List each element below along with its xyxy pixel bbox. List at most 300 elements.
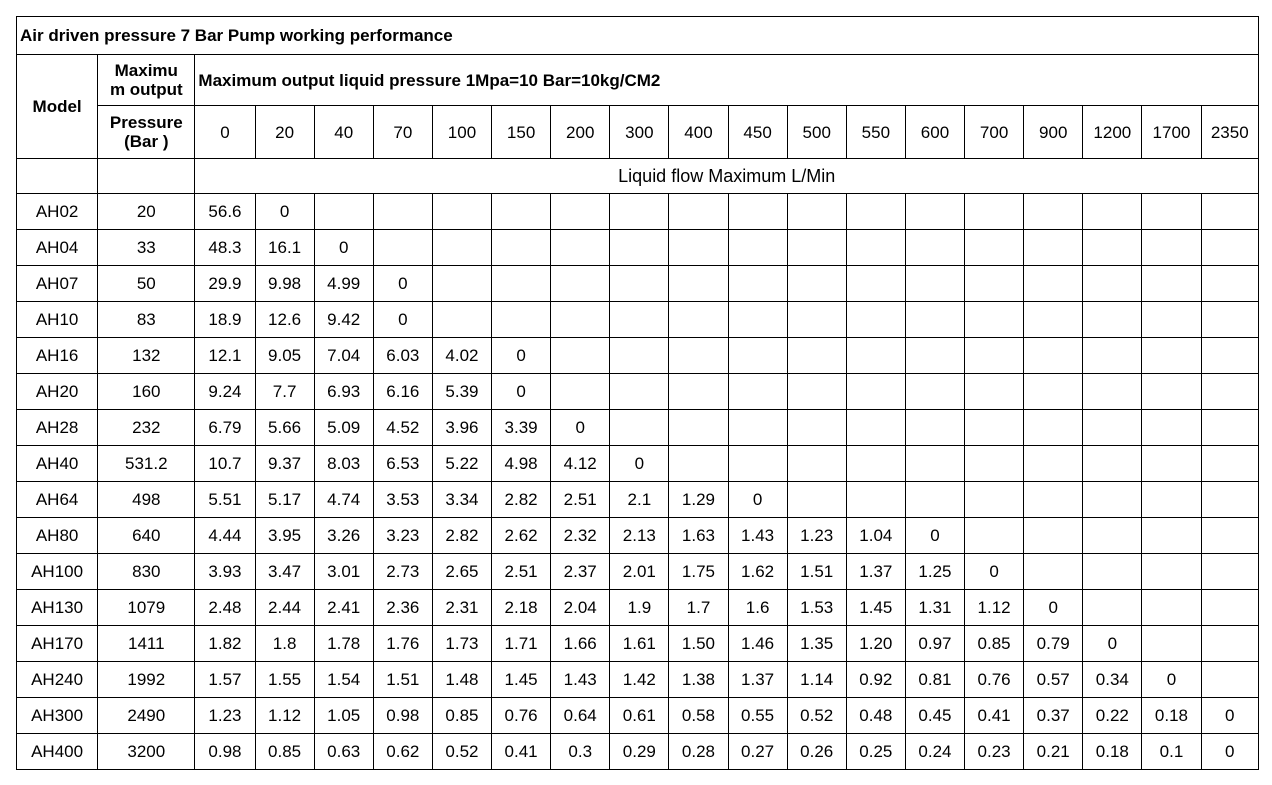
flow-cell	[1142, 554, 1201, 590]
model-cell: AH100	[17, 554, 98, 590]
flow-cell	[1142, 266, 1201, 302]
flow-cell	[846, 302, 905, 338]
flow-cell	[1142, 626, 1201, 662]
flow-cell: 0	[728, 482, 787, 518]
flow-cell: 2.36	[373, 590, 432, 626]
flow-cell: 0.18	[1142, 698, 1201, 734]
flow-cell	[669, 266, 728, 302]
flow-cell	[728, 266, 787, 302]
flow-cell: 3.23	[373, 518, 432, 554]
flow-cell	[1024, 410, 1083, 446]
flow-cell	[1024, 374, 1083, 410]
flow-cell: 4.12	[551, 446, 610, 482]
flow-cell: 1.66	[551, 626, 610, 662]
table-row	[17, 626, 1259, 662]
flow-cell: 0	[492, 338, 551, 374]
flow-cell: 12.1	[195, 338, 255, 374]
flow-cell: 0	[373, 302, 432, 338]
flow-cell: 2.32	[551, 518, 610, 554]
flow-cell: 1.23	[787, 518, 846, 554]
flow-cell: 1.57	[195, 662, 255, 698]
flow-cell: 3.96	[432, 410, 491, 446]
flow-cell: 5.17	[255, 482, 314, 518]
pressure-value-header: 2350	[1201, 106, 1258, 159]
flow-cell	[728, 446, 787, 482]
pressure-value-header: 300	[610, 106, 669, 159]
flow-cell: 1.7	[669, 590, 728, 626]
flow-cell: 10.7	[195, 446, 255, 482]
flow-cell: 0.58	[669, 698, 728, 734]
flow-cell	[1142, 230, 1201, 266]
flow-cell	[787, 374, 846, 410]
flow-cell: 0	[373, 266, 432, 302]
flow-cell: 0	[255, 194, 314, 230]
flow-cell: 3.39	[492, 410, 551, 446]
flow-cell: 0.85	[255, 734, 314, 770]
flow-cell	[669, 446, 728, 482]
flow-cell: 3.47	[255, 554, 314, 590]
flow-cell: 9.24	[195, 374, 255, 410]
flow-cell: 1.50	[669, 626, 728, 662]
flow-cell	[728, 338, 787, 374]
flow-cell	[669, 410, 728, 446]
flow-cell: 0.48	[846, 698, 905, 734]
flow-cell	[432, 266, 491, 302]
flow-cell: 6.53	[373, 446, 432, 482]
flow-cell: 2.65	[432, 554, 491, 590]
flow-cell	[965, 446, 1024, 482]
flow-cell: 0	[965, 554, 1024, 590]
flow-cell: 2.73	[373, 554, 432, 590]
flow-cell	[492, 194, 551, 230]
flow-cell	[492, 302, 551, 338]
flow-cell: 0	[1083, 626, 1142, 662]
model-cell: AH28	[17, 410, 98, 446]
flow-cell: 1.73	[432, 626, 491, 662]
flow-cell	[1142, 374, 1201, 410]
flow-cell: 2.48	[195, 590, 255, 626]
max-pressure-cell: 20	[98, 194, 195, 230]
flow-cell	[1024, 518, 1083, 554]
flow-header: Liquid flow Maximum L/Min	[195, 159, 1259, 194]
flow-cell	[1083, 518, 1142, 554]
table-row	[17, 446, 1259, 482]
flow-cell	[1024, 230, 1083, 266]
flow-cell: 1.25	[905, 554, 964, 590]
flow-cell	[787, 482, 846, 518]
table-row	[17, 302, 1259, 338]
flow-cell: 3.95	[255, 518, 314, 554]
pressure-value-header: 40	[314, 106, 373, 159]
flow-cell: 2.04	[551, 590, 610, 626]
flow-cell	[1083, 338, 1142, 374]
flow-cell	[905, 338, 964, 374]
flow-cell	[373, 194, 432, 230]
flow-cell: 56.6	[195, 194, 255, 230]
flow-cell: 1.12	[965, 590, 1024, 626]
max-pressure-cell: 232	[98, 410, 195, 446]
flow-cell	[1024, 446, 1083, 482]
flow-cell: 2.37	[551, 554, 610, 590]
flow-cell: 0.97	[905, 626, 964, 662]
flow-cell: 0.41	[492, 734, 551, 770]
max-pressure-cell: 640	[98, 518, 195, 554]
flow-cell	[1201, 662, 1258, 698]
flow-cell	[728, 194, 787, 230]
pressure-header-line2: (Bar )	[124, 132, 169, 151]
flow-cell	[669, 374, 728, 410]
flow-cell	[787, 446, 846, 482]
flow-cell: 1.12	[255, 698, 314, 734]
pressure-value-header: 200	[551, 106, 610, 159]
flow-cell: 0.37	[1024, 698, 1083, 734]
flow-cell: 0.23	[965, 734, 1024, 770]
flow-cell: 2.44	[255, 590, 314, 626]
flow-cell: 1.43	[551, 662, 610, 698]
flow-cell: 7.04	[314, 338, 373, 374]
flow-cell: 5.66	[255, 410, 314, 446]
flow-cell: 1.6	[728, 590, 787, 626]
flow-cell: 1.62	[728, 554, 787, 590]
flow-cell	[669, 194, 728, 230]
flow-cell	[965, 338, 1024, 374]
flow-cell	[787, 230, 846, 266]
pressure-value-header: 150	[492, 106, 551, 159]
performance-table	[16, 16, 1259, 770]
pressure-value-header: 1700	[1142, 106, 1201, 159]
flow-cell: 0.85	[432, 698, 491, 734]
max-pressure-cell: 498	[98, 482, 195, 518]
flow-cell	[314, 194, 373, 230]
flow-cell: 3.01	[314, 554, 373, 590]
flow-cell	[1024, 554, 1083, 590]
flow-cell	[905, 446, 964, 482]
flow-cell	[846, 266, 905, 302]
flow-cell: 5.09	[314, 410, 373, 446]
max-pressure-cell: 50	[98, 266, 195, 302]
max-output-header	[98, 55, 195, 106]
flow-cell: 4.99	[314, 266, 373, 302]
flow-cell: 0.45	[905, 698, 964, 734]
flow-cell	[1142, 410, 1201, 446]
flow-cell: 1.45	[846, 590, 905, 626]
flow-cell	[1201, 482, 1258, 518]
flow-cell: 1.9	[610, 590, 669, 626]
flow-cell: 6.03	[373, 338, 432, 374]
flow-cell: 48.3	[195, 230, 255, 266]
flow-cell	[846, 338, 905, 374]
flow-cell	[551, 230, 610, 266]
flow-cell	[551, 374, 610, 410]
flow-cell	[846, 410, 905, 446]
flow-cell: 2.18	[492, 590, 551, 626]
flow-cell	[551, 194, 610, 230]
pressure-group-header: Maximum output liquid pressure 1Mpa=10 Bar=10kg/CM2	[195, 55, 1259, 106]
flow-cell: 1.35	[787, 626, 846, 662]
table-row	[17, 230, 1259, 266]
blank-cell-max	[98, 159, 195, 194]
table-row	[17, 194, 1259, 230]
flow-cell: 0	[314, 230, 373, 266]
flow-cell	[1201, 374, 1258, 410]
table-title: Air driven pressure 7 Bar Pump working performance	[17, 17, 1259, 55]
model-cell: AH20	[17, 374, 98, 410]
flow-cell: 0.34	[1083, 662, 1142, 698]
flow-cell: 0.57	[1024, 662, 1083, 698]
flow-cell: 1.38	[669, 662, 728, 698]
flow-cell: 0.63	[314, 734, 373, 770]
flow-cell: 5.39	[432, 374, 491, 410]
flow-cell	[1142, 194, 1201, 230]
pressure-value-header: 900	[1024, 106, 1083, 159]
flow-cell	[610, 302, 669, 338]
pressure-value-header: 400	[669, 106, 728, 159]
pressure-value-header: 20	[255, 106, 314, 159]
flow-cell	[1201, 626, 1258, 662]
flow-cell: 0.41	[965, 698, 1024, 734]
flow-cell: 1.61	[610, 626, 669, 662]
model-cell: AH07	[17, 266, 98, 302]
flow-cell: 0	[1201, 734, 1258, 770]
flow-cell	[905, 230, 964, 266]
max-pressure-cell: 830	[98, 554, 195, 590]
pressure-value-header: 700	[965, 106, 1024, 159]
flow-cell: 0.21	[1024, 734, 1083, 770]
flow-cell: 1.54	[314, 662, 373, 698]
table-row	[17, 662, 1259, 698]
flow-cell: 1.76	[373, 626, 432, 662]
flow-cell: 1.20	[846, 626, 905, 662]
flow-cell	[1083, 410, 1142, 446]
max-pressure-cell: 531.2	[98, 446, 195, 482]
flow-cell: 1.75	[669, 554, 728, 590]
flow-cell: 1.29	[669, 482, 728, 518]
model-cell: AH02	[17, 194, 98, 230]
flow-cell	[1201, 518, 1258, 554]
flow-cell	[1201, 194, 1258, 230]
flow-cell: 1.71	[492, 626, 551, 662]
flow-cell: 0.1	[1142, 734, 1201, 770]
model-cell: AH400	[17, 734, 98, 770]
flow-cell	[610, 230, 669, 266]
flow-cell	[1083, 374, 1142, 410]
flow-cell	[1024, 266, 1083, 302]
model-cell: AH300	[17, 698, 98, 734]
flow-cell: 0.85	[965, 626, 1024, 662]
flow-cell: 3.53	[373, 482, 432, 518]
flow-cell	[905, 266, 964, 302]
table-row	[17, 482, 1259, 518]
flow-cell: 1.46	[728, 626, 787, 662]
flow-cell: 2.51	[492, 554, 551, 590]
flow-cell	[610, 410, 669, 446]
model-cell: AH64	[17, 482, 98, 518]
max-pressure-cell: 1992	[98, 662, 195, 698]
flow-cell	[1201, 410, 1258, 446]
flow-cell	[905, 194, 964, 230]
flow-cell: 1.37	[728, 662, 787, 698]
flow-cell: 1.48	[432, 662, 491, 698]
flow-cell	[787, 410, 846, 446]
max-pressure-cell: 1079	[98, 590, 195, 626]
flow-cell	[846, 374, 905, 410]
pressure-header	[98, 106, 195, 159]
flow-cell	[1083, 554, 1142, 590]
pressure-value-header: 500	[787, 106, 846, 159]
flow-cell	[1083, 194, 1142, 230]
pressure-value-header: 450	[728, 106, 787, 159]
flow-cell: 1.8	[255, 626, 314, 662]
flow-cell: 5.22	[432, 446, 491, 482]
max-pressure-cell: 1411	[98, 626, 195, 662]
flow-cell	[846, 482, 905, 518]
flow-cell	[432, 302, 491, 338]
flow-cell: 1.31	[905, 590, 964, 626]
flow-cell	[1024, 302, 1083, 338]
flow-cell	[846, 230, 905, 266]
flow-cell	[965, 518, 1024, 554]
flow-cell: 1.05	[314, 698, 373, 734]
flow-cell	[1024, 482, 1083, 518]
model-header: Model	[17, 55, 98, 159]
flow-cell: 6.79	[195, 410, 255, 446]
flow-cell	[1201, 590, 1258, 626]
flow-cell: 0.26	[787, 734, 846, 770]
flow-cell: 2.31	[432, 590, 491, 626]
flow-cell: 0.92	[846, 662, 905, 698]
flow-cell	[965, 266, 1024, 302]
table-row	[17, 338, 1259, 374]
flow-cell: 1.43	[728, 518, 787, 554]
flow-cell	[492, 266, 551, 302]
model-cell: AH40	[17, 446, 98, 482]
flow-cell: 3.34	[432, 482, 491, 518]
flow-cell	[787, 266, 846, 302]
flow-cell: 1.78	[314, 626, 373, 662]
flow-cell: 4.52	[373, 410, 432, 446]
flow-cell: 2.1	[610, 482, 669, 518]
flow-cell: 0.22	[1083, 698, 1142, 734]
flow-cell: 1.37	[846, 554, 905, 590]
model-cell: AH04	[17, 230, 98, 266]
flow-cell: 0.98	[373, 698, 432, 734]
model-cell: AH16	[17, 338, 98, 374]
flow-cell: 0.76	[492, 698, 551, 734]
flow-cell	[1083, 482, 1142, 518]
flow-cell	[551, 302, 610, 338]
model-cell: AH130	[17, 590, 98, 626]
flow-cell: 0.3	[551, 734, 610, 770]
flow-cell	[669, 230, 728, 266]
flow-cell: 1.63	[669, 518, 728, 554]
flow-cell: 8.03	[314, 446, 373, 482]
flow-cell: 0	[905, 518, 964, 554]
flow-cell	[1201, 230, 1258, 266]
flow-cell: 0.27	[728, 734, 787, 770]
flow-cell	[551, 266, 610, 302]
flow-cell	[728, 230, 787, 266]
flow-cell: 0.61	[610, 698, 669, 734]
flow-cell: 1.14	[787, 662, 846, 698]
flow-cell: 4.74	[314, 482, 373, 518]
flow-cell	[1083, 302, 1142, 338]
flow-cell	[1201, 266, 1258, 302]
flow-cell: 29.9	[195, 266, 255, 302]
pressure-value-header: 70	[373, 106, 432, 159]
flow-cell	[965, 482, 1024, 518]
flow-cell	[965, 302, 1024, 338]
max-pressure-cell: 33	[98, 230, 195, 266]
flow-cell: 0.98	[195, 734, 255, 770]
flow-cell: 0	[492, 374, 551, 410]
flow-cell: 1.45	[492, 662, 551, 698]
flow-cell	[1142, 482, 1201, 518]
flow-cell	[787, 338, 846, 374]
flow-cell: 9.37	[255, 446, 314, 482]
flow-cell	[669, 302, 728, 338]
flow-cell: 2.62	[492, 518, 551, 554]
flow-cell: 0	[1024, 590, 1083, 626]
flow-cell: 1.23	[195, 698, 255, 734]
flow-cell: 0.79	[1024, 626, 1083, 662]
flow-cell: 4.02	[432, 338, 491, 374]
flow-cell: 1.51	[787, 554, 846, 590]
flow-cell	[965, 230, 1024, 266]
flow-cell: 0.52	[787, 698, 846, 734]
flow-cell: 0	[1201, 698, 1258, 734]
flow-cell: 3.26	[314, 518, 373, 554]
flow-cell	[1142, 590, 1201, 626]
max-pressure-cell: 83	[98, 302, 195, 338]
flow-cell: 0.55	[728, 698, 787, 734]
flow-cell	[1201, 302, 1258, 338]
flow-cell: 0	[610, 446, 669, 482]
table-row	[17, 374, 1259, 410]
flow-cell: 0	[551, 410, 610, 446]
flow-cell	[905, 302, 964, 338]
flow-cell: 18.9	[195, 302, 255, 338]
flow-cell	[432, 194, 491, 230]
pressure-value-header: 1200	[1083, 106, 1142, 159]
flow-cell: 1.42	[610, 662, 669, 698]
flow-cell: 12.6	[255, 302, 314, 338]
flow-cell: 0.24	[905, 734, 964, 770]
flow-cell	[728, 410, 787, 446]
flow-cell: 3.93	[195, 554, 255, 590]
pressure-value-header: 550	[846, 106, 905, 159]
flow-cell	[965, 410, 1024, 446]
flow-cell: 0.52	[432, 734, 491, 770]
pressure-value-header: 100	[432, 106, 491, 159]
flow-cell	[965, 374, 1024, 410]
flow-cell: 1.04	[846, 518, 905, 554]
table-row	[17, 698, 1259, 734]
flow-cell: 1.82	[195, 626, 255, 662]
flow-cell	[1142, 338, 1201, 374]
flow-cell	[1083, 230, 1142, 266]
flow-cell	[846, 446, 905, 482]
flow-cell	[1201, 446, 1258, 482]
flow-cell: 1.55	[255, 662, 314, 698]
model-cell: AH80	[17, 518, 98, 554]
flow-cell	[1083, 266, 1142, 302]
flow-cell	[492, 230, 551, 266]
pressure-header-line1: Pressure	[109, 113, 183, 132]
flow-cell: 0.28	[669, 734, 728, 770]
flow-cell: 16.1	[255, 230, 314, 266]
flow-cell: 0.18	[1083, 734, 1142, 770]
flow-cell: 5.51	[195, 482, 255, 518]
